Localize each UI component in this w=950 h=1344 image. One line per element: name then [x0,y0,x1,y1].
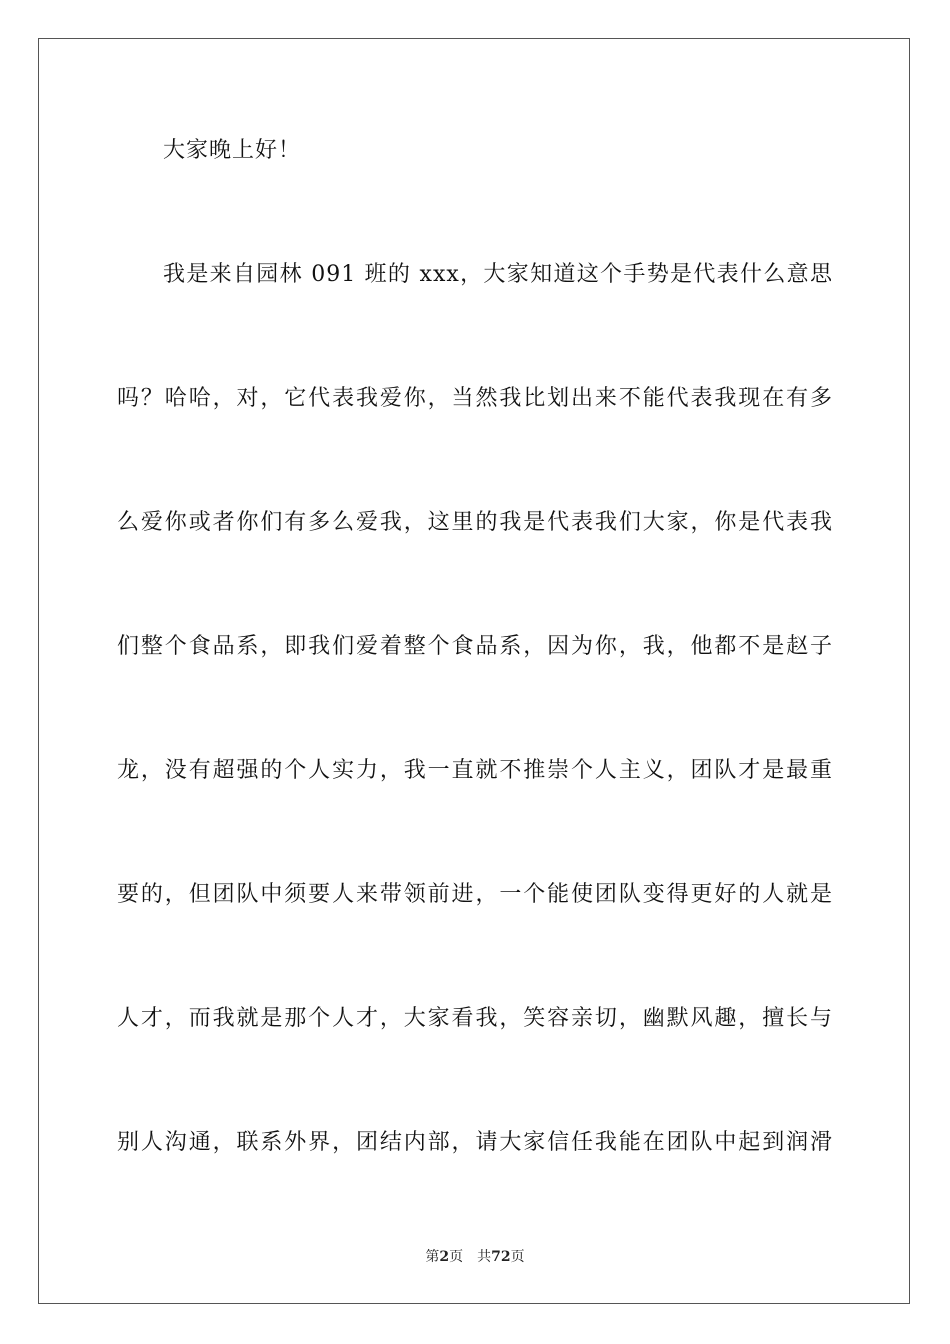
total-prefix: 共 [477,1249,492,1265]
total-suffix: 页 [510,1249,525,1265]
body-line-4: 们整个食品系，即我们爱着整个食品系，因为你，我，他都不是赵子 [117,634,833,659]
page-prefix: 第 [425,1249,440,1265]
page-border [38,38,910,1304]
body-line-6: 要的，但团队中须要人来带领前进，一个能使团队变得更好的人就是 [117,882,833,907]
page-number: 2 [439,1249,450,1265]
body-line-5: 龙，没有超强的个人实力，我一直就不推崇个人主义，团队才是最重 [117,758,833,783]
greeting-line: 大家晚上好！ [163,138,302,163]
page-footer [0,1247,950,1267]
body-line-3: 么爱你或者你们有多么爱我，这里的我是代表我们大家，你是代表我 [117,510,833,535]
total-pages: 72 [491,1249,511,1265]
body-line-1: 我是来自园林 091 班的 xxx，大家知道这个手势是代表什么意思 [163,262,833,287]
body-line-8: 别人沟通，联系外界，团结内部，请大家信任我能在团队中起到润滑 [117,1130,833,1155]
body-line-7: 人才，而我就是那个人才，大家看我，笑容亲切，幽默风趣，擅长与 [117,1006,833,1031]
page-suffix: 页 [449,1249,464,1265]
body-line-2: 吗？哈哈，对，它代表我爱你，当然我比划出来不能代表我现在有多 [117,386,833,411]
